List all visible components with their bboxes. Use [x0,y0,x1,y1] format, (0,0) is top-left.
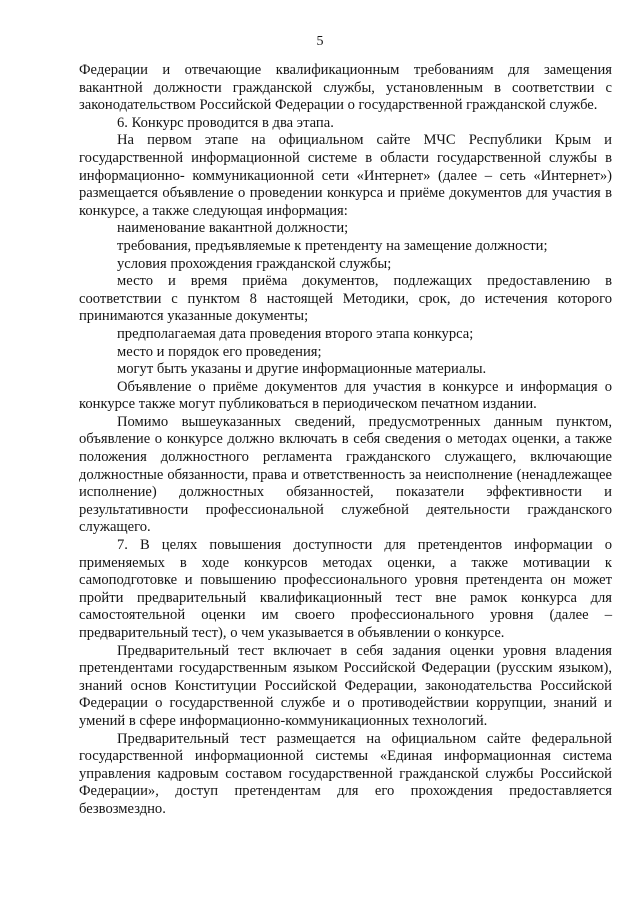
paragraph-continuation: Федерации и отвечающие квалификационным требованиям для замещения вакантной должности гражданской службы, установленным в соответствии с законодательством Российской Федерации о государственной гражданской службе. [79,62,612,114]
list-item-other-materials: могут быть указаны и другие информационные материалы. [117,361,487,378]
document-body [79,62,612,819]
paragraph-announcement-content: Помимо вышеуказанных сведений, предусмотренных данным пунктом, объявление о конкурсе должно включать в себя сведения о методах оценки, а также положения должностного регламента гражданского служащего, включающие должностные обязанности, права и ответственность за неисполнение (ненадлежащее исполнение) должностных обязанностей, показатели эффективности и результативности профессиональной служебной деятельности гражданского служащего. [79,413,612,536]
list-item-documents-place-time: место и время приёма документов, подлежащих предоставлению в соответствии с пунктом 8 настоящей Методики, срок, до истечения которого принимаются указанные документы; [79,273,612,325]
list-item-second-stage-date: предполагаемая дата проведения второго этапа конкурса; [117,325,474,342]
paragraph-item-7: 7. В целях повышения доступности для претендентов информации о применяемых в ходе конкурсов методах оценки, а также мотивации к самоподготовке и повышению профессионального уровня претендента он может пройти предварительный квалификационный тест вне рамок конкурса для самостоятельной оценки им своего профессионального уровня (далее – предварительный тест), о чем указывается в объявлении о конкурсе. [79,537,612,641]
paragraph-print-publication: Объявление о приёме документов для участия в конкурсе и информация о конкурсе также могут публиковаться в периодическом печатном издании. [79,378,612,413]
list-item-place-procedure: место и порядок его проведения; [117,343,322,360]
paragraph-first-stage: На первом этапе на официальном сайте МЧС Республики Крым и государственной информационной системе в области государственной службы в информационно- коммуникационной сети «Интернет» (далее – сеть «Интернет») размещается объявление о проведении конкурса и приёме документов для участия в конкурсе, а также следующая информация: [79,132,612,219]
paragraph-preliminary-test-placement: Предварительный тест размещается на официальном сайте федеральной государственной информационной системы «Единая информационная система управления кадровым составом государственной гражданской службы Российской Федерации», доступ претендентам для его прохождения предоставляется безвозмездно. [79,730,612,817]
paragraph-item-6: 6. Конкурс проводится в два этапа. [117,114,334,131]
page-number: 5 [316,34,324,49]
paragraph-preliminary-test-content: Предварительный тест включает в себя задания оценки уровня владения претендентами государственным языком Российской Федерации (русским языком), знаний основ Конституции Российской Федерации, законодательства Российской Федерации о государственной службе и о противодействии коррупции, знаний и умений в сфере информационно-коммуникационных технологий. [79,642,612,729]
list-item-position-name: наименование вакантной должности; [117,220,349,237]
list-item-service-conditions: условия прохождения гражданской службы; [117,255,392,272]
list-item-requirements: требования, предъявляемые к претенденту на замещение должности; [117,237,548,254]
